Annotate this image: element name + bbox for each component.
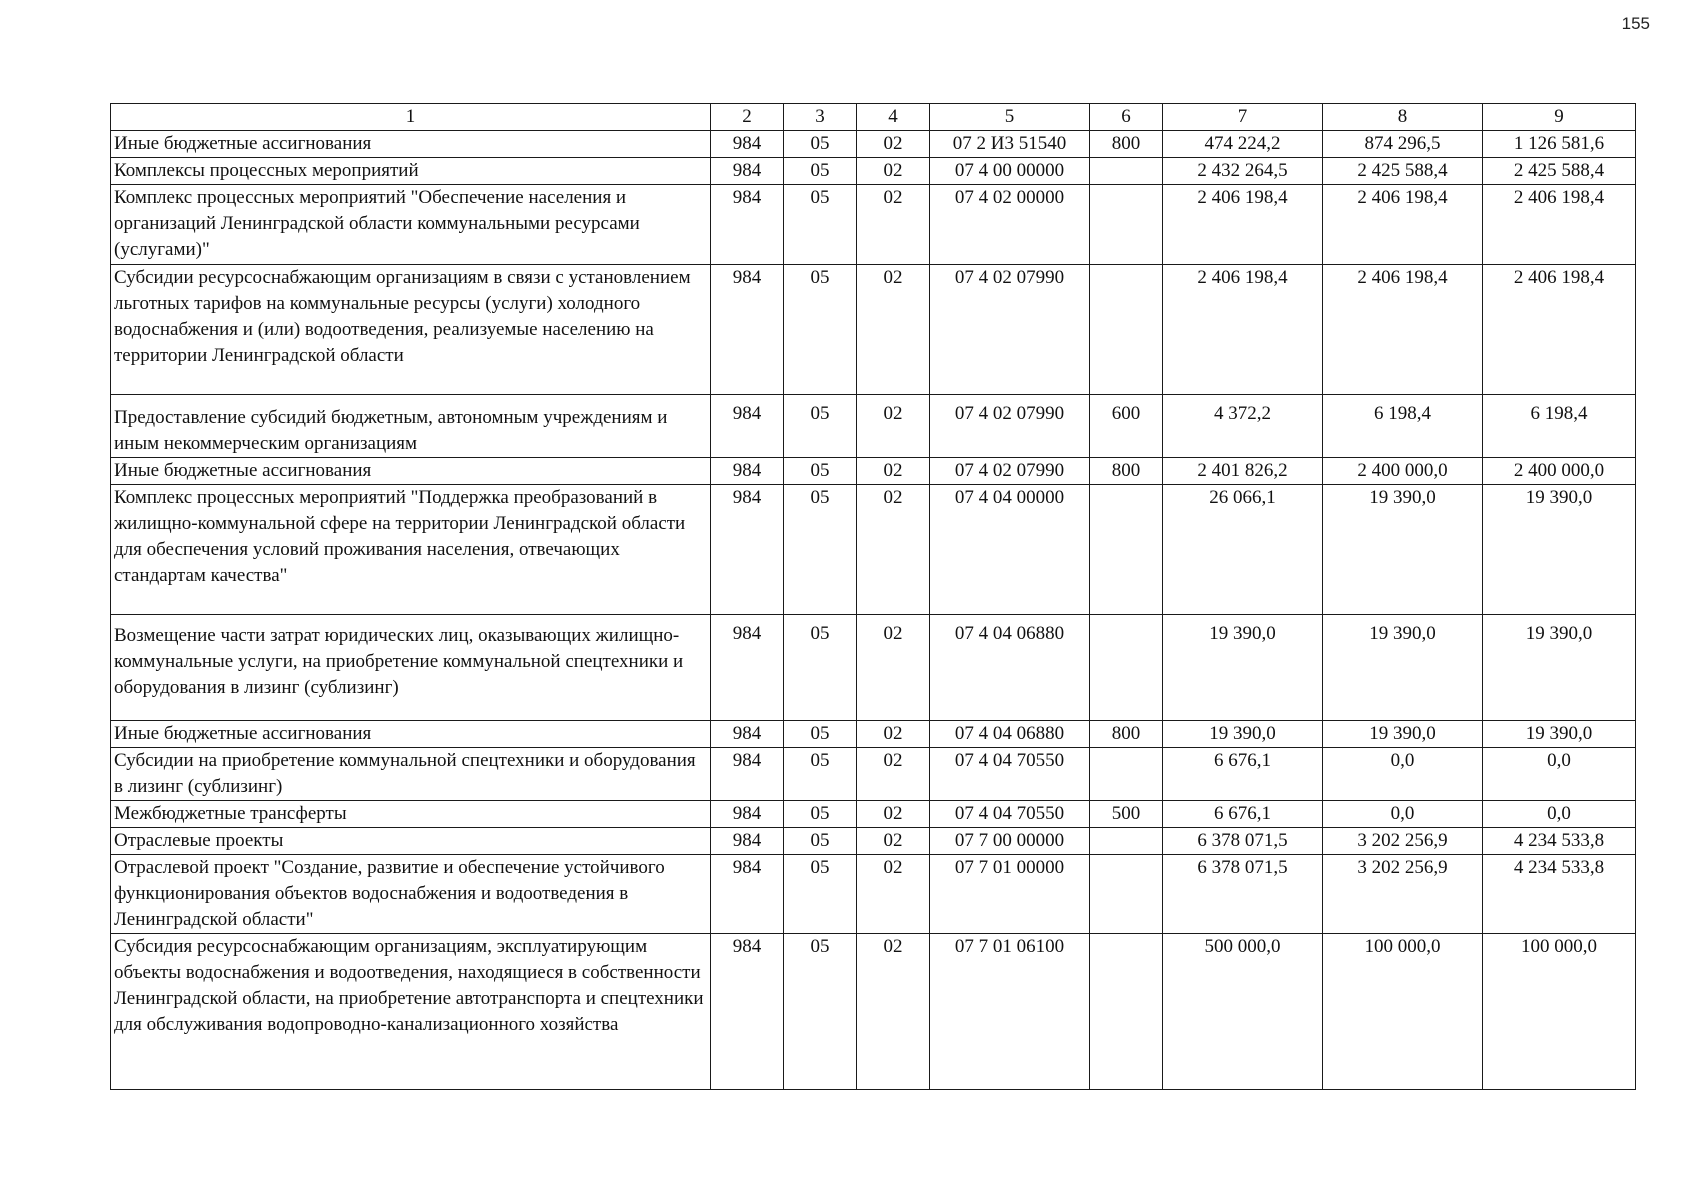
cell-section: 05: [784, 158, 857, 185]
cell-target-article: 07 4 00 00000: [930, 158, 1090, 185]
table-row: [111, 131, 1636, 158]
cell-section: 05: [784, 934, 857, 1090]
cell-expense-type: [1090, 855, 1163, 934]
cell-target-article: 07 4 04 70550: [930, 801, 1090, 828]
cell-amount-8: 874 296,5: [1323, 131, 1483, 158]
cell-expense-type: [1090, 615, 1163, 721]
cell-expense-type: [1090, 828, 1163, 855]
cell-amount-8: 3 202 256,9: [1323, 855, 1483, 934]
row-name: Отраслевые проекты: [111, 828, 711, 855]
row-name: Субсидия ресурсоснабжающим организациям, эксплуатирующим объекты водоснабжения и водоотведения, находящиеся в собственности Ленинградской области, на приобретение автотранспорта и спецтехники для обслуживания водопроводно-канализационного хозяйства: [111, 934, 711, 1090]
cell-amount-7: 19 390,0: [1163, 721, 1323, 748]
cell-amount-7: 2 406 198,4: [1163, 185, 1323, 265]
cell-amount-8: 2 425 588,4: [1323, 158, 1483, 185]
cell-amount-8: 2 400 000,0: [1323, 458, 1483, 485]
cell-subsection: 02: [857, 615, 930, 721]
cell-target-article: 07 4 02 00000: [930, 185, 1090, 265]
cell-subsection: 02: [857, 185, 930, 265]
table-row: [111, 615, 1636, 721]
table-row: [111, 485, 1636, 615]
table-header-row: [111, 104, 1636, 131]
cell-expense-type: [1090, 158, 1163, 185]
cell-amount-9: 4 234 533,8: [1483, 855, 1636, 934]
cell-grbs: 984: [711, 615, 784, 721]
cell-section: 05: [784, 395, 857, 458]
cell-grbs: 984: [711, 485, 784, 615]
cell-amount-7: 500 000,0: [1163, 934, 1323, 1090]
table-row: [111, 458, 1636, 485]
column-header: 1: [111, 104, 711, 131]
cell-amount-8: 3 202 256,9: [1323, 828, 1483, 855]
cell-target-article: 07 7 01 06100: [930, 934, 1090, 1090]
cell-amount-9: 19 390,0: [1483, 615, 1636, 721]
row-name: Субсидии на приобретение коммунальной спецтехники и оборудования в лизинг (сублизинг): [111, 748, 711, 801]
cell-amount-8: 2 406 198,4: [1323, 185, 1483, 265]
row-name: Комплекс процессных мероприятий "Поддержка преобразований в жилищно-коммунальной сфере на территории Ленинградской области для обеспечения условий проживания населения, отвечающих стандартам качества": [111, 485, 711, 615]
cell-amount-7: 2 432 264,5: [1163, 158, 1323, 185]
cell-subsection: 02: [857, 934, 930, 1090]
cell-amount-9: 2 406 198,4: [1483, 265, 1636, 395]
cell-amount-8: 19 390,0: [1323, 615, 1483, 721]
cell-grbs: 984: [711, 158, 784, 185]
cell-section: 05: [784, 828, 857, 855]
cell-section: 05: [784, 265, 857, 395]
column-header: 9: [1483, 104, 1636, 131]
cell-amount-7: 6 676,1: [1163, 801, 1323, 828]
cell-subsection: 02: [857, 458, 930, 485]
cell-expense-type: [1090, 485, 1163, 615]
table-row: [111, 748, 1636, 801]
cell-subsection: 02: [857, 395, 930, 458]
cell-subsection: 02: [857, 801, 930, 828]
cell-amount-8: 19 390,0: [1323, 485, 1483, 615]
cell-expense-type: [1090, 185, 1163, 265]
cell-grbs: 984: [711, 395, 784, 458]
row-name: Иные бюджетные ассигнования: [111, 131, 711, 158]
cell-target-article: 07 7 00 00000: [930, 828, 1090, 855]
page-number: 155: [1621, 14, 1650, 33]
cell-target-article: 07 4 04 70550: [930, 748, 1090, 801]
cell-expense-type: 800: [1090, 458, 1163, 485]
cell-grbs: 984: [711, 265, 784, 395]
table-row: [111, 801, 1636, 828]
budget-table: [110, 103, 1636, 1090]
column-header: 8: [1323, 104, 1483, 131]
cell-section: 05: [784, 485, 857, 615]
cell-amount-9: 19 390,0: [1483, 721, 1636, 748]
cell-section: 05: [784, 721, 857, 748]
cell-subsection: 02: [857, 828, 930, 855]
cell-amount-7: 2 401 826,2: [1163, 458, 1323, 485]
cell-grbs: 984: [711, 748, 784, 801]
cell-subsection: 02: [857, 748, 930, 801]
row-name: Возмещение части затрат юридических лиц, оказывающих жилищно-коммунальные услуги, на приобретение коммунальной спецтехники и оборудования в лизинг (сублизинг): [111, 615, 711, 721]
row-name: Предоставление субсидий бюджетным, автономным учреждениям и иным некоммерческим организациям: [111, 395, 711, 458]
cell-grbs: 984: [711, 131, 784, 158]
cell-amount-8: 0,0: [1323, 801, 1483, 828]
cell-target-article: 07 4 04 00000: [930, 485, 1090, 615]
cell-amount-9: 0,0: [1483, 748, 1636, 801]
column-header: 4: [857, 104, 930, 131]
cell-expense-type: [1090, 748, 1163, 801]
cell-amount-9: 1 126 581,6: [1483, 131, 1636, 158]
cell-amount-8: 100 000,0: [1323, 934, 1483, 1090]
table-row: [111, 185, 1636, 265]
cell-expense-type: 800: [1090, 721, 1163, 748]
cell-grbs: 984: [711, 721, 784, 748]
row-name: Иные бюджетные ассигнования: [111, 458, 711, 485]
cell-section: 05: [784, 131, 857, 158]
cell-amount-7: 6 378 071,5: [1163, 828, 1323, 855]
table-row: [111, 265, 1636, 395]
cell-expense-type: 600: [1090, 395, 1163, 458]
cell-grbs: 984: [711, 185, 784, 265]
row-name: Иные бюджетные ассигнования: [111, 721, 711, 748]
cell-subsection: 02: [857, 131, 930, 158]
cell-amount-7: 26 066,1: [1163, 485, 1323, 615]
cell-amount-7: 6 378 071,5: [1163, 855, 1323, 934]
cell-amount-8: 2 406 198,4: [1323, 265, 1483, 395]
cell-subsection: 02: [857, 158, 930, 185]
column-header: 7: [1163, 104, 1323, 131]
cell-subsection: 02: [857, 265, 930, 395]
column-header: 2: [711, 104, 784, 131]
cell-amount-8: 6 198,4: [1323, 395, 1483, 458]
column-header: 6: [1090, 104, 1163, 131]
cell-target-article: 07 7 01 00000: [930, 855, 1090, 934]
cell-amount-9: 4 234 533,8: [1483, 828, 1636, 855]
cell-grbs: 984: [711, 934, 784, 1090]
cell-expense-type: [1090, 265, 1163, 395]
cell-amount-9: 100 000,0: [1483, 934, 1636, 1090]
cell-amount-7: 6 676,1: [1163, 748, 1323, 801]
cell-section: 05: [784, 748, 857, 801]
cell-amount-8: 0,0: [1323, 748, 1483, 801]
cell-target-article: 07 4 02 07990: [930, 395, 1090, 458]
row-name: Комплексы процессных мероприятий: [111, 158, 711, 185]
cell-section: 05: [784, 458, 857, 485]
table-row: [111, 934, 1636, 1090]
column-header: 3: [784, 104, 857, 131]
cell-amount-7: 19 390,0: [1163, 615, 1323, 721]
cell-section: 05: [784, 801, 857, 828]
cell-amount-8: 19 390,0: [1323, 721, 1483, 748]
cell-subsection: 02: [857, 855, 930, 934]
cell-grbs: 984: [711, 855, 784, 934]
row-name: Межбюджетные трансферты: [111, 801, 711, 828]
cell-target-article: 07 2 И3 51540: [930, 131, 1090, 158]
cell-target-article: 07 4 04 06880: [930, 721, 1090, 748]
cell-amount-9: 19 390,0: [1483, 485, 1636, 615]
cell-amount-7: 2 406 198,4: [1163, 265, 1323, 395]
cell-section: 05: [784, 185, 857, 265]
cell-amount-7: 4 372,2: [1163, 395, 1323, 458]
table-row: [111, 158, 1636, 185]
cell-target-article: 07 4 02 07990: [930, 265, 1090, 395]
cell-expense-type: [1090, 934, 1163, 1090]
table-row: [111, 395, 1636, 458]
cell-amount-9: 2 400 000,0: [1483, 458, 1636, 485]
cell-expense-type: 500: [1090, 801, 1163, 828]
cell-amount-9: 2 425 588,4: [1483, 158, 1636, 185]
row-name: Комплекс процессных мероприятий "Обеспечение населения и организаций Ленинградской области коммунальными ресурсами (услугами)": [111, 185, 711, 265]
cell-amount-9: 6 198,4: [1483, 395, 1636, 458]
table-row: [111, 855, 1636, 934]
cell-target-article: 07 4 02 07990: [930, 458, 1090, 485]
cell-amount-9: 0,0: [1483, 801, 1636, 828]
row-name: Субсидии ресурсоснабжающим организациям в связи с установлением льготных тарифов на коммунальные ресурсы (услуги) холодного водоснабжения и (или) водоотведения, реализуемые населению на территории Ленинградской области: [111, 265, 711, 395]
cell-grbs: 984: [711, 458, 784, 485]
table-row: [111, 828, 1636, 855]
cell-amount-7: 474 224,2: [1163, 131, 1323, 158]
cell-section: 05: [784, 855, 857, 934]
cell-grbs: 984: [711, 828, 784, 855]
cell-subsection: 02: [857, 485, 930, 615]
cell-expense-type: 800: [1090, 131, 1163, 158]
row-name: Отраслевой проект "Создание, развитие и обеспечение устойчивого функционирования объектов водоснабжения и водоотведения в Ленинградской области": [111, 855, 711, 934]
cell-amount-9: 2 406 198,4: [1483, 185, 1636, 265]
cell-section: 05: [784, 615, 857, 721]
column-header: 5: [930, 104, 1090, 131]
cell-target-article: 07 4 04 06880: [930, 615, 1090, 721]
table-row: [111, 721, 1636, 748]
cell-grbs: 984: [711, 801, 784, 828]
cell-subsection: 02: [857, 721, 930, 748]
